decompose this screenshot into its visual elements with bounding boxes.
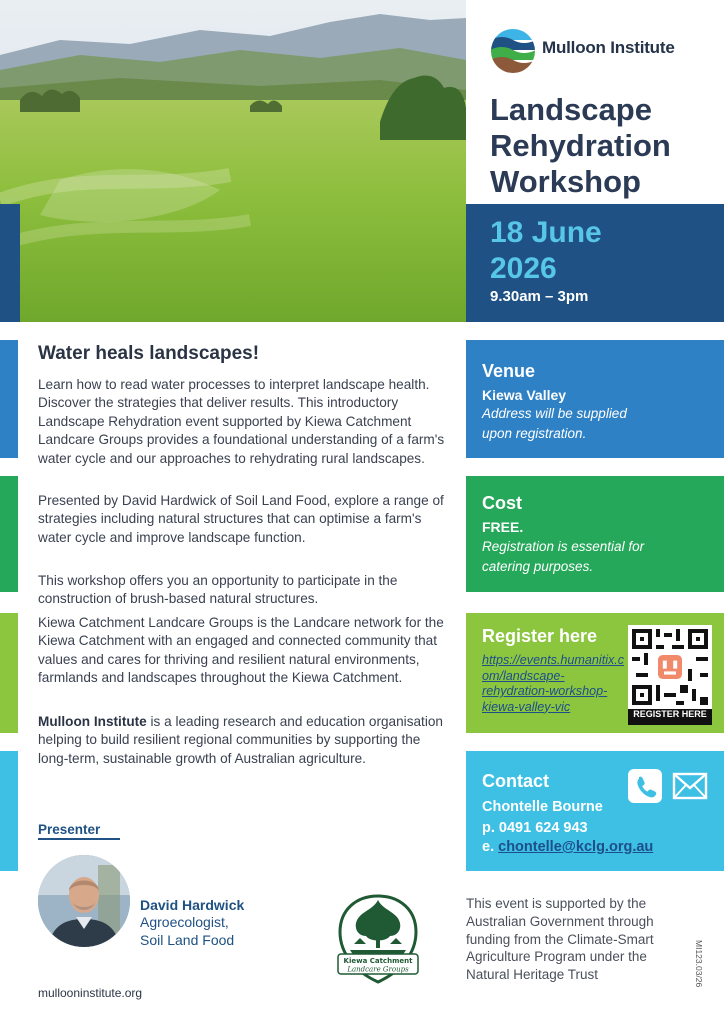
body-paragraph: Presented by David Hardwick of Soil Land Food, explore a range of strategies including natural structures that can optimise a farm's water cycle and improve landscape function. <box>38 493 444 545</box>
contact-email-link[interactable]: chontelle@kclg.org.au <box>498 839 654 855</box>
side-accent-green <box>0 476 18 592</box>
kiewa-landcare-logo <box>330 892 426 986</box>
registration-qr-code[interactable] <box>628 625 712 725</box>
event-date: 18 June <box>490 216 602 249</box>
body-paragraph: Kiewa Catchment Landcare Groups is the Landcare network for the Kiewa Catchment with an engaged and connected community that values and cares for thriving and resilient natural environments, farmlands and landscapes throughout the Kiewa Catchment. <box>38 615 444 686</box>
document-code: MI123.03/26 <box>694 940 704 988</box>
phone-icon[interactable] <box>628 769 662 803</box>
cost-price: FREE. <box>482 519 524 535</box>
brand-name: Mulloon Institute <box>542 38 675 57</box>
registration-link[interactable]: https://events.humanitix.com/landscape-rehydration-workshop-kiewa-valley-vic <box>482 653 625 714</box>
event-title <box>490 92 720 200</box>
cost-box <box>466 476 724 592</box>
contact-box <box>466 751 724 871</box>
mulloon-logo <box>490 28 710 74</box>
cost-note-line: catering purposes. <box>482 559 594 574</box>
register-title: Register here <box>482 626 598 646</box>
presenter-avatar <box>38 855 130 947</box>
qr-label: REGISTER HERE <box>633 709 707 719</box>
venue-note <box>482 404 627 444</box>
org-name: Mulloon Institute <box>38 714 147 729</box>
venue-note-line: upon registration. <box>482 426 587 441</box>
side-accent-lime <box>0 613 18 733</box>
presenter-name: David Hardwick <box>140 897 245 913</box>
email-prefix: e. <box>482 839 499 855</box>
side-accent-blue <box>0 340 18 458</box>
venue-box <box>466 340 724 458</box>
presenter-underline <box>38 838 120 840</box>
mulloon-wave-logo-icon <box>490 28 536 74</box>
org-description: is a leading research and education organisation helping to build resilient regional communities by supporting the long-term, sustainable growth of Australian agriculture. <box>38 714 443 766</box>
presenter-role: Agroecologist, <box>140 914 229 930</box>
body-paragraph <box>38 713 448 768</box>
cost-note-line: Registration is essential for <box>482 539 645 554</box>
cost-title: Cost <box>482 493 522 513</box>
contact-phone[interactable]: p. 0491 624 943 <box>482 820 588 836</box>
website-url[interactable]: mullooninstitute.org <box>38 986 143 1000</box>
cost-note <box>482 537 644 577</box>
venue-note-line: Address will be supplied <box>482 406 627 421</box>
body-paragraph: Learn how to read water processes to interpret landscape health. Discover the strategies that deliver results. This introductory Landscape Rehydration event supported by Kiewa Catchment Landcare Groups provides a foundational understanding of a farm's water cycle and our approaches to rehydrating rural landscapes. <box>38 377 445 466</box>
title-line: Workshop <box>490 164 641 199</box>
event-year: 2026 <box>490 252 557 285</box>
funding-acknowledgement: This event is supported by the Australian Government through funding from the Climate-Smart Agriculture Program under the Natural Heritage Trust <box>466 896 654 983</box>
presenter-organisation: Soil Land Food <box>140 932 235 948</box>
body-paragraph: This workshop offers you an opportunity to participate in the construction of brush-based natural structures. <box>38 573 398 607</box>
qr-code-icon <box>628 625 712 709</box>
body-heading: Water heals landscapes! <box>38 343 260 364</box>
event-time: 9.30am – 3pm <box>490 288 589 305</box>
contact-name: Chontelle Bourne <box>482 799 603 815</box>
contact-email-line <box>482 839 653 855</box>
presenter-label: Presenter <box>38 822 101 837</box>
title-line: Landscape <box>490 92 652 127</box>
hero-photo <box>0 0 466 322</box>
partner-name-line: Kiewa Catchment <box>343 957 413 965</box>
partner-name-line: Landcare Groups <box>347 965 409 974</box>
envelope-icon[interactable] <box>672 771 708 801</box>
title-line: Rehydration <box>490 128 671 163</box>
register-box <box>466 613 724 733</box>
side-accent-cyan <box>0 751 18 871</box>
venue-title: Venue <box>482 361 536 381</box>
contact-title: Contact <box>482 771 549 791</box>
date-band-left <box>0 204 20 322</box>
venue-name: Kiewa Valley <box>482 387 567 403</box>
